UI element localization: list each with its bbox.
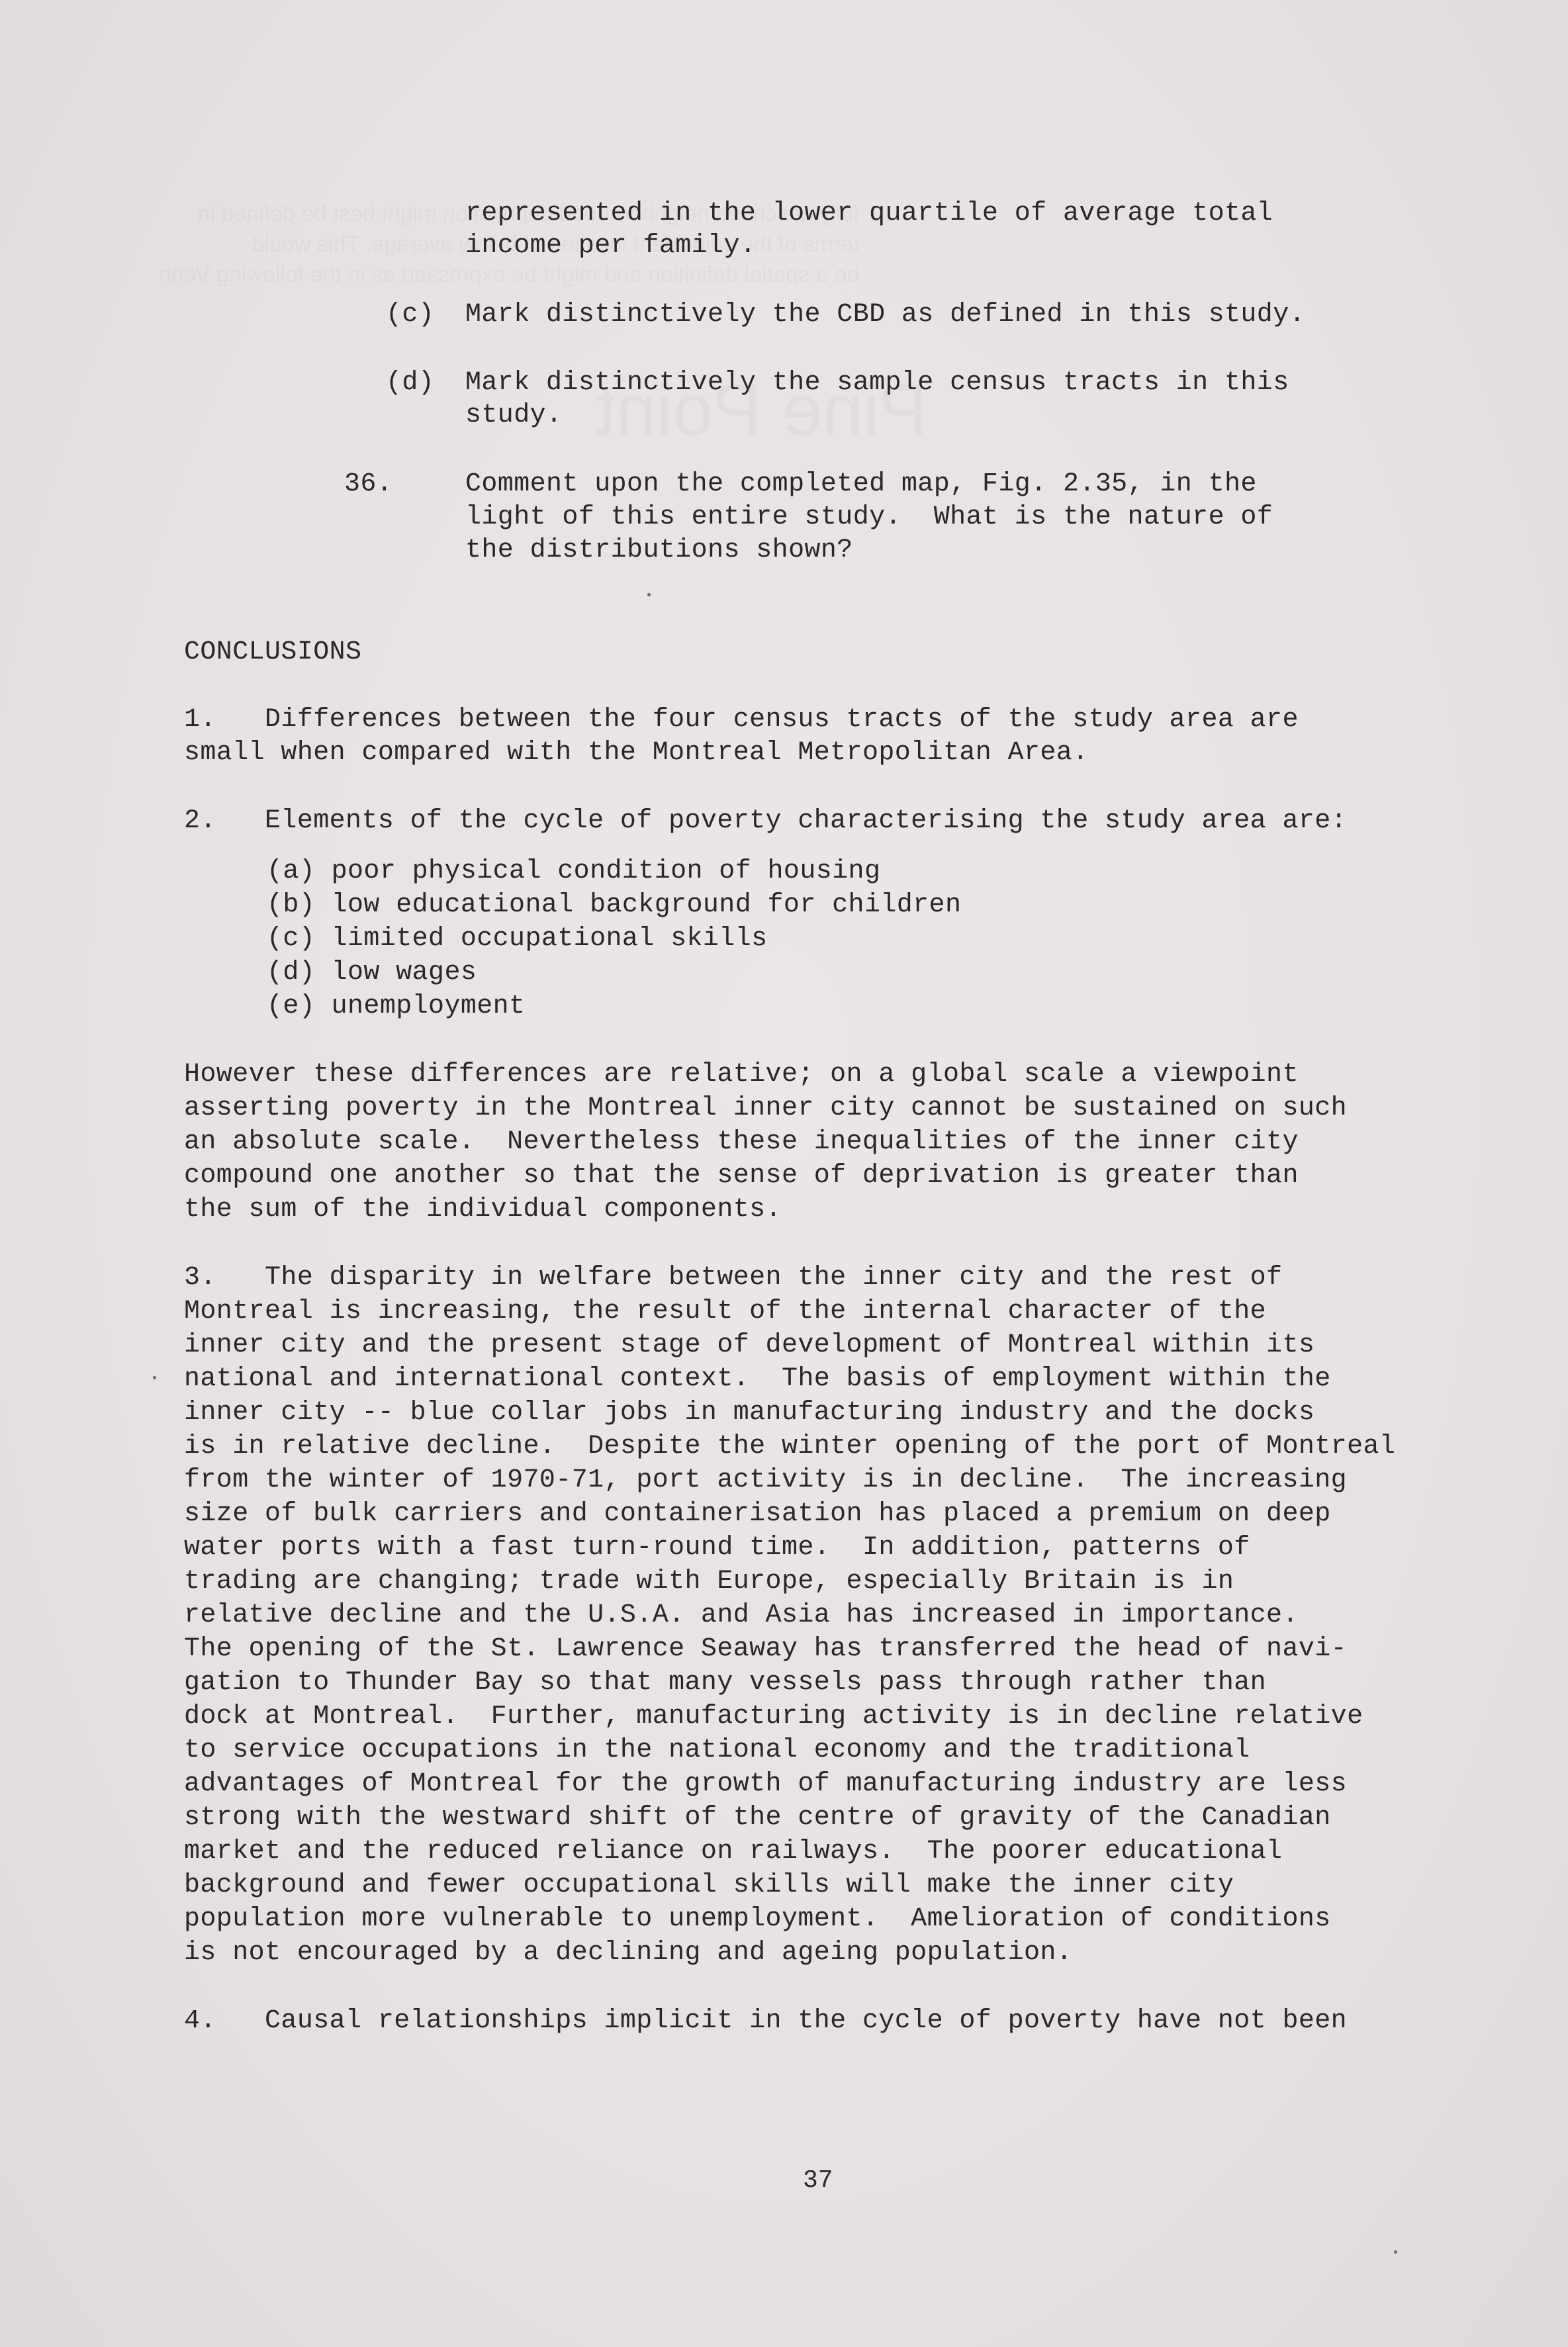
- list-item: (e) unemployment: [267, 991, 526, 1021]
- item-d-line-1: Mark distinctively the sample census tracts in this: [465, 368, 1289, 398]
- conclusion-1-line-2: small when compared with the Montreal Metropolitan Area.: [184, 738, 1089, 768]
- paragraph-line: is in relative decline. Despite the winter opening of the port of Montreal: [184, 1432, 1396, 1461]
- paragraph-line: background and fewer occupational skills will make the inner city: [184, 1870, 1234, 1900]
- conclusion-4-line-1: 4. Causal relationships implicit in the cycle of poverty have not been: [184, 2006, 1348, 2036]
- paragraph-line: Montreal is increasing, the result of the internal character of the: [184, 1297, 1267, 1326]
- scan-speck: [153, 1376, 156, 1379]
- paragraph-line: population more vulnerable to unemployment. Amelioration of conditions: [184, 1904, 1331, 1934]
- list-item: (a) poor physical condition of housing: [267, 856, 881, 886]
- paragraph-line: dock at Montreal. Further, manufacturing activity is in decline relative: [184, 1702, 1363, 1731]
- paragraph-line: national and international context. The basis of employment within the: [184, 1364, 1331, 1394]
- paragraph-line: gation to Thunder Bay so that many vessels pass through rather than: [184, 1668, 1267, 1698]
- paragraph-line: inner city -- blue collar jobs in manufacturing industry and the docks: [184, 1398, 1315, 1428]
- paragraph-line: size of bulk carriers and containerisation has placed a premium on deep: [184, 1499, 1331, 1529]
- list-item: (d) low wages: [267, 958, 477, 988]
- paragraph-line: The opening of the St. Lawrence Seaway has transferred the head of navi-: [184, 1634, 1348, 1664]
- paragraph-line: 3. The disparity in welfare between the inner city and the rest of: [184, 1263, 1283, 1293]
- list-item: (c) limited occupational skills: [267, 924, 768, 954]
- question-36-line-2: light of this entire study. What is the nature of: [465, 502, 1273, 532]
- question-36-line-3: the distributions shown?: [465, 535, 853, 565]
- paragraph-line: advantages of Montreal for the growth of manufacturing industry are less: [184, 1769, 1348, 1799]
- paragraph-line: relative decline and the U.S.A. and Asia has increased in importance.: [184, 1600, 1299, 1630]
- paragraph-line: market and the reduced reliance on railways. The poorer educational: [184, 1837, 1283, 1866]
- question-36-number: 36.: [344, 469, 393, 499]
- question-36-line-1: Comment upon the completed map, Fig. 2.35, in the: [465, 469, 1257, 499]
- item-d-line-2: study.: [465, 400, 563, 430]
- item-d-marker: (d): [386, 368, 435, 398]
- paragraph-line: However these differences are relative; on a global scale a viewpoint: [184, 1060, 1299, 1089]
- paragraph-line: strong with the westward shift of the centre of gravity of the Canadian: [184, 1803, 1331, 1833]
- quartile-line-2: income per family.: [465, 231, 757, 261]
- paragraph-line: trading are changing; trade with Europe, especially Britain is in: [184, 1567, 1234, 1596]
- quartile-line-1: represented in the lower quartile of average total: [465, 199, 1273, 228]
- conclusion-1-line-1: 1. Differences between the four census tracts of the study area are: [184, 705, 1299, 735]
- paragraph-line: asserting poverty in the Montreal inner city cannot be sustained on such: [184, 1093, 1348, 1123]
- paragraph-line: an absolute scale. Nevertheless these inequalities of the inner city: [184, 1127, 1299, 1157]
- paragraph-line: to service occupations in the national economy and the traditional: [184, 1735, 1250, 1765]
- scan-speck: [647, 593, 651, 596]
- conclusion-2-line-1: 2. Elements of the cycle of poverty characterising the study area are:: [184, 806, 1348, 836]
- conclusions-heading: CONCLUSIONS: [184, 637, 362, 667]
- paragraph-line: inner city and the present stage of development of Montreal within its: [184, 1330, 1315, 1360]
- item-c-marker: (c): [386, 300, 435, 330]
- paragraph-line: the sum of the individual components.: [184, 1195, 782, 1224]
- paragraph-line: compound one another so that the sense of deprivation is greater than: [184, 1161, 1299, 1191]
- paragraph-line: water ports with a fast turn-round time. In addition, patterns of: [184, 1533, 1250, 1563]
- paragraph-line: is not encouraged by a declining and ageing population.: [184, 1938, 1073, 1968]
- list-item: (b) low educational background for children: [267, 890, 962, 920]
- paragraph-line: from the winter of 1970-71, port activity is in decline. The increasing: [184, 1465, 1348, 1495]
- item-c-text: Mark distinctively the CBD as defined in this study.: [465, 300, 1306, 330]
- page-number: 37: [803, 2166, 833, 2195]
- scan-speck: [1394, 2250, 1397, 2254]
